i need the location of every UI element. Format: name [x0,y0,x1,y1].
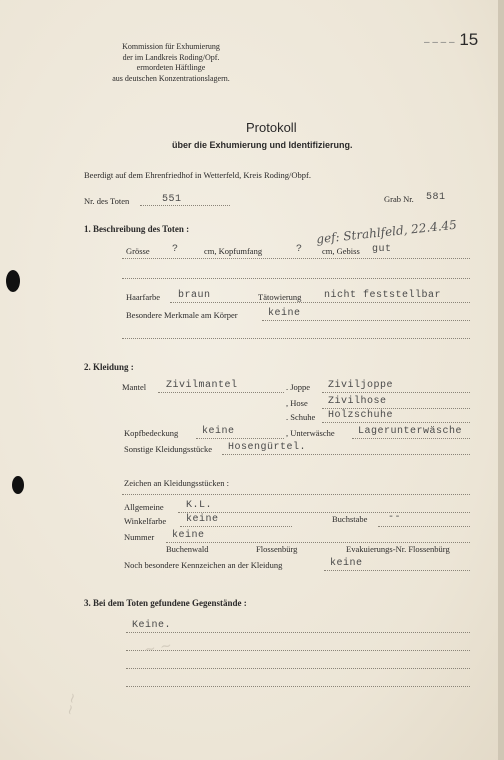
size-label: Grösse [126,246,150,256]
items-value: Keine. [132,620,172,631]
buried-line: Beerdigt auf dem Ehrenfriedhof in Wetterfeld, Kreis Roding/Obpf. [84,170,311,180]
buchenwald-label: Buchenwald [166,544,209,554]
coat-line [158,392,284,393]
grave-number-label: Grab Nr. [384,194,414,204]
dead-number-line [140,205,230,206]
letter-label: Buchstabe [332,514,368,524]
items-line-4 [126,686,470,687]
trousers-line [322,408,470,409]
section1-title: 1. Beschreibung des Toten : [84,224,190,234]
underwear-label: , Unterwäsche [286,428,335,438]
headwear-line [196,438,284,439]
shoes-label: . Schuhe [286,412,316,422]
letter-value: -- [388,512,402,523]
jacket-label: . Joppe [286,382,311,392]
items-line-2 [126,650,470,651]
marks-value: keine [268,308,301,319]
general-value: K.L. [186,500,213,511]
hair-line [170,302,470,303]
head-value: ? [296,244,303,255]
head-unit: cm, Gebiss [322,246,360,256]
document-title: Protokoll [246,120,297,135]
flossenburg-label: Flossenbürg [256,544,298,554]
teeth-value: gut [372,244,392,255]
size-unit: cm, Kopfumfang [204,246,263,256]
bleed-through-scribble: ~~ [61,691,82,717]
other-label: Sonstige Kleidungsstücke [124,444,213,454]
marks-label: Besondere Merkmale am Körper [126,310,238,320]
marks-line [262,320,470,321]
more-marks-value: keine [330,558,363,569]
evak-label: Evakuierungs-Nr. Flossenbürg [346,544,450,554]
number-line [166,542,470,543]
general-line [178,512,470,513]
section2-title: 2. Kleidung : [84,362,134,372]
number-label: Nummer [124,532,155,542]
dead-number-value: 551 [162,194,182,205]
more-marks-label: Noch besondere Kennzeichen an der Kleidung [124,560,283,570]
shoes-value: Holzschuhe [328,410,394,421]
hair-label: Haarfarbe [126,292,160,302]
blank-line-1 [122,278,470,279]
general-label: Allgemeine [124,502,164,512]
tattoo-label: Tätowierung [258,292,302,302]
coat-label: Mantel [122,382,147,392]
items-line-1 [126,632,470,633]
header-line-3: ermordeten Häftlinge [136,63,206,72]
other-line [222,454,470,455]
header-block [86,42,256,84]
number-value: keine [172,530,205,541]
page-edge [498,0,504,760]
handwritten-note: gef: Strahlfeld, 22.4.45 [315,217,458,247]
trousers-label: , Hose [286,398,308,408]
tattoo-value: nicht feststellbar [324,290,442,301]
clothing-marks-title: Zeichen an Kleidungsstücken : [124,478,230,488]
letter-line [378,526,470,527]
angle-line [180,526,292,527]
underwear-line [352,438,470,439]
coat-value: Zivilmantel [166,380,238,391]
hair-value: braun [178,290,211,301]
page-number: – – – – 15 [424,30,479,49]
more-marks-line [324,570,470,571]
grave-number-value: 581 [426,192,446,203]
punch-hole-bottom [12,476,24,494]
angle-label: Winkelfarbe [124,516,167,526]
underwear-value: Lagerunterwäsche [358,426,463,437]
blank-line-3 [122,494,470,495]
shoes-line [322,422,470,423]
header-line-4: aus deutschen Konzentrationslagern. [112,73,230,83]
header-line-1: Kommission für Exhumierung [122,42,220,51]
blank-line-2 [122,338,470,339]
section3-title: 3. Bei dem Toten gefundene Gegenstände : [84,598,247,608]
angle-value: keine [186,514,219,525]
bleed-through-mark: ~ ~ [142,637,174,659]
size-line [122,258,470,259]
punch-hole-top [6,270,20,292]
jacket-value: Ziviljoppe [328,380,394,391]
jacket-line [322,392,470,393]
header-line-2: der im Landkreis Roding/Opf. [122,52,220,62]
headwear-value: keine [202,426,235,437]
trousers-value: Zivilhose [328,396,387,407]
items-line-3 [126,668,470,669]
document-subtitle: über die Exhumierung und Identifizierung. [172,140,353,150]
dead-number-label: Nr. des Toten [84,196,130,206]
headwear-label: Kopfbedeckung [124,428,179,438]
size-value: ? [172,244,179,255]
other-value: Hosengürtel. [228,442,307,453]
